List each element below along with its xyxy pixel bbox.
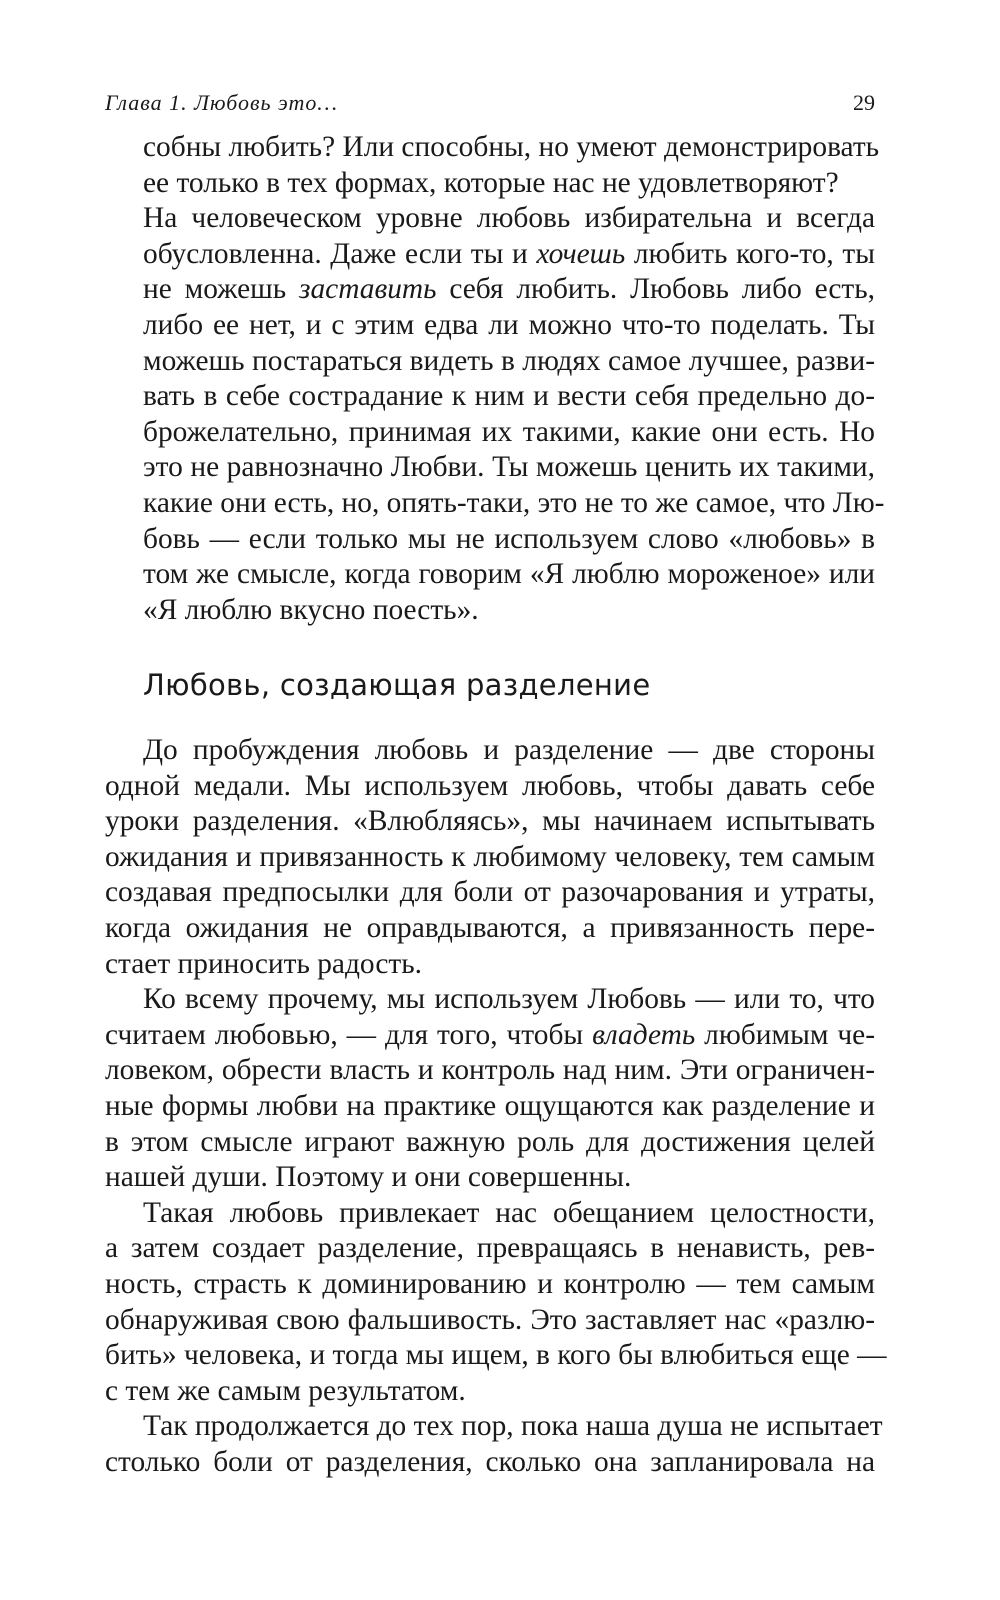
text-line: Ко всему прочему, мы используем Любовь — или то, что xyxy=(143,983,875,1016)
running-header xyxy=(105,88,875,118)
text-line: Такая любовь привлекает нас обещанием целостности, xyxy=(143,1196,875,1229)
text-line: стает приносить радость. xyxy=(105,947,422,980)
text-line: ные формы любви на практике ощущаются как разделение и xyxy=(105,1089,875,1122)
text-line: бить» человека, и тогда мы ищем, в кого бы влюбиться еще — xyxy=(105,1339,887,1372)
text-line: ожидания и привязанность к любимому человеку, тем самым xyxy=(105,840,875,873)
chapter-title: Глава 1. Любовь это… xyxy=(105,90,338,115)
section-heading: Любовь, создающая разделение xyxy=(143,668,651,702)
text-line: обнаруживая свою фальшивость. Это заставляет нас «разлю- xyxy=(105,1303,875,1336)
text-line: с тем же самым результатом. xyxy=(105,1374,466,1407)
paragraph-block-top xyxy=(105,130,885,628)
text-line: ность, страсть к доминированию и контролю — тем самым xyxy=(105,1267,875,1300)
text-line: ее только в тех формах, которые нас не удовлетворяют? xyxy=(143,166,839,199)
text-line: вать в себе сострадание к ним и вести себя предельно до- xyxy=(143,380,875,413)
text-line: нашей души. Поэтому и они совершенны. xyxy=(105,1161,632,1194)
paragraph-block-section xyxy=(105,733,887,1480)
text-line: какие они есть, но, опять-таки, это не то же самое, что Лю- xyxy=(143,486,885,519)
text-line: том же смысле, когда говорим «Я люблю мороженое» или xyxy=(143,558,875,591)
text-line: обусловленна. Даже если ты и хочешь любить кого-то, ты xyxy=(143,237,875,270)
text-line: в этом смысле играют важную роль для достижения целей xyxy=(105,1125,875,1158)
text-line: уроки разделения. «Влюбляясь», мы начинаем испытывать xyxy=(105,805,875,838)
text-line: одной медали. Мы используем любовь, чтобы давать себе xyxy=(105,769,875,802)
text-line: столько боли от разделения, сколько она запланировала на xyxy=(105,1445,875,1478)
text-line: бовь — если только мы не используем слово «любовь» в xyxy=(143,522,875,555)
text-line: а затем создает разделение, превращаясь в ненависть, рев- xyxy=(105,1232,875,1265)
text-line: это не равнозначно Любви. Ты можешь ценить их такими, xyxy=(143,451,875,484)
text-line: ловеком, обрести власть и контроль над ним. Эти ограничен- xyxy=(105,1054,875,1087)
text-line: брожелательно, принимая их такими, какие они есть. Но xyxy=(143,415,875,448)
text-line: не можешь заставить себя любить. Любовь либо есть, xyxy=(143,273,875,306)
text-line: либо ее нет, и с этим едва ли можно что-то поделать. Ты xyxy=(143,308,875,341)
page-number: 29 xyxy=(853,90,875,115)
text-line: когда ожидания не оправдываются, а привязанность пере- xyxy=(105,911,875,944)
text-line: До пробуждения любовь и разделение — две стороны xyxy=(143,734,875,766)
text-line: собны любить? Или способны, но умеют демонстрировать xyxy=(143,131,880,163)
text-line: создавая предпосылки для боли от разочарования и утраты, xyxy=(105,876,875,909)
text-line: «Я люблю вкусно поесть». xyxy=(143,593,479,626)
text-line: Так продолжается до тех пор, пока наша душа не испытает xyxy=(143,1410,883,1443)
text-line: можешь постараться видеть в людях самое лучшее, разви- xyxy=(143,344,875,377)
text-line: На человеческом уровне любовь избирательна и всегда xyxy=(143,202,875,235)
text-line: считаем любовью, — для того, чтобы владеть любимым че- xyxy=(105,1018,876,1051)
